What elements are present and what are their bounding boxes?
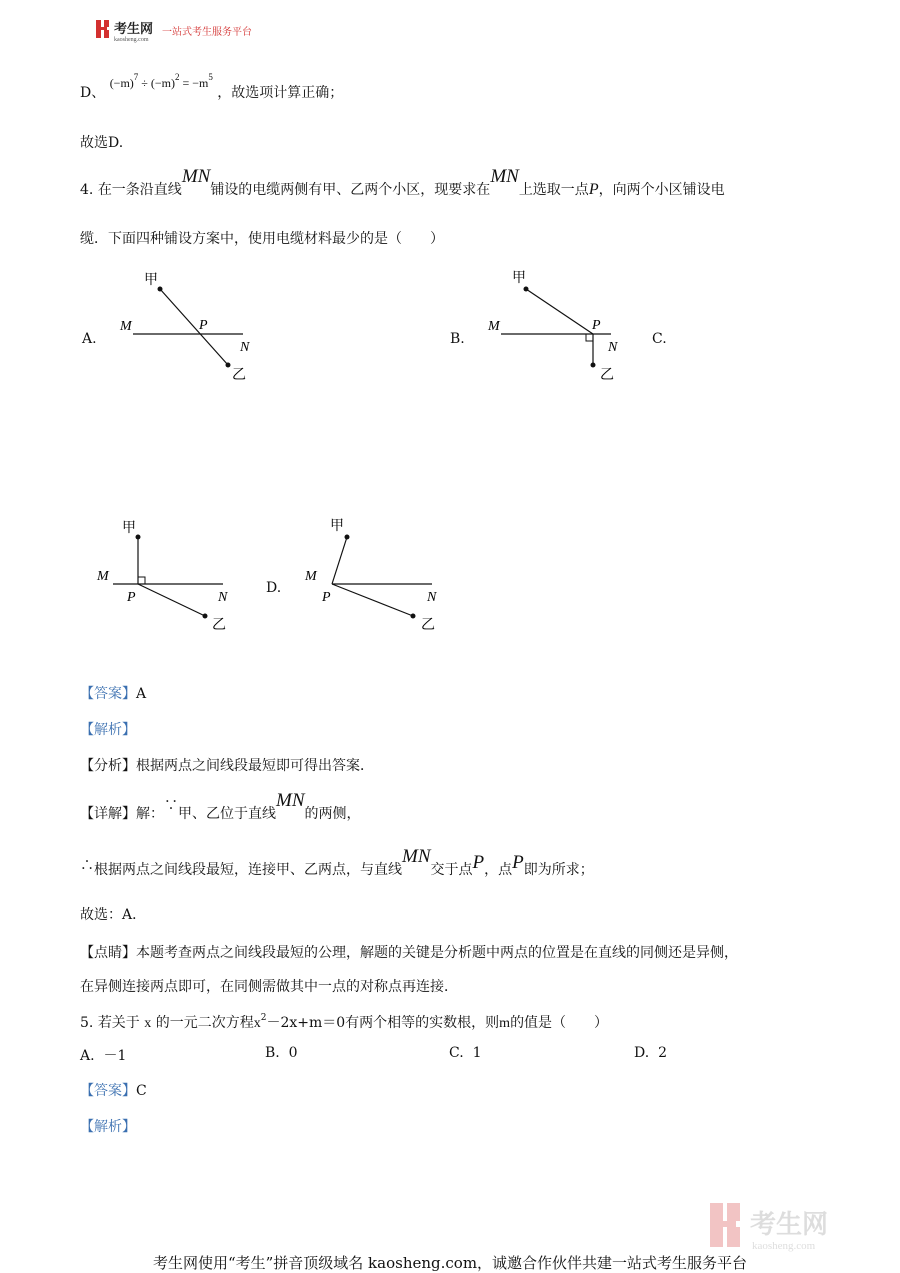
svg-text:乙: 乙 [421,618,435,633]
watermark-sub: kaosheng.com [752,1240,816,1252]
q4-option-b-label: B. [450,331,465,347]
q4-choice: 故选：A． [80,907,147,923]
q3-choice-value: D. [108,135,124,151]
q4-option-c-label: C. [652,331,667,347]
svg-text:甲: 甲 [512,271,526,286]
q3-choice: 故选D. [80,135,124,151]
q4-xiangjie: 【详解】解：∵甲、乙位于直线MN的两侧， [80,790,361,822]
q3-option-d [80,72,344,102]
svg-text:N: N [608,340,618,355]
q5-answer-value: C [136,1083,147,1099]
q4-dianjing-line2: 在异侧连接两点即可，在同侧需做其中一点的对称点再连接． [80,979,458,995]
q5-option-a: A. －1 [80,1048,127,1064]
q4-stem-line1: 4. 在一条沿直线MN铺设的电缆两侧有甲、乙两个小区，现要求在MN上选取一点P，向两个小区铺设电 [80,166,725,198]
watermark-logo-icon [710,1195,880,1255]
q3-expression: $(-m)^7 \div (-m)^2 = -m^5$ [109,72,213,90]
q4-option-d-label: D. [266,580,282,596]
q4-figure-c [90,512,250,642]
q5-number: 5. [80,1015,94,1031]
label-p: P [199,318,208,333]
q4-fenxi: 【分析】根据两点之间线段最短即可得出答案． [80,758,374,774]
q5-option-b: B. 0 [265,1045,298,1061]
label-jia: 甲 [144,273,158,288]
q3-comment: ，故选项计算正确； [217,85,344,101]
q4-number: 4. [80,182,94,198]
svg-text:N: N [218,590,228,605]
svg-text:P: P [322,590,331,605]
q4-dianjing-line1: 【点睛】本题考查两点之间线段最短的公理，解题的关键是分析题中两点的位置是在直线的同侧还是异侧， [80,945,738,961]
svg-text:甲: 甲 [330,519,344,534]
footer: 考生网使用“考生”拼音顶级域名 kaosheng.com，诚邀合作伙伴共建一站式考生服务平台 [152,1254,748,1272]
logo-name: 考生网 [114,21,154,36]
q4-analysis-tag: 【解析】 [80,722,136,738]
q4-figure-b [478,262,628,392]
q5-option-d: D. 2 [634,1045,668,1061]
q5-stem: 5. 若关于 x 的一元二次方程$x^2-2x+m=0$有两个相等的实数根，则m的值是（ ） [80,1013,609,1031]
svg-text:甲: 甲 [122,521,136,536]
svg-text:N: N [427,590,437,605]
q4-xiangjie-line2: ∴根据两点之间线段最短，连接甲、乙两点，与直线MN交于点P，点P即为所求； [80,846,594,878]
svg-text:M: M [488,319,500,334]
label-m: M [120,319,132,334]
logo-sub: kaosheng.com [114,37,149,43]
q5-analysis-tag: 【解析】 [80,1119,136,1135]
q4-figure-a [110,262,260,392]
watermark [710,1195,880,1255]
kaosheng-logo-icon [96,18,276,44]
header-logo [96,18,276,44]
svg-text:乙: 乙 [212,618,226,633]
svg-text:M: M [97,569,109,584]
q3-option-label: D、 [80,85,106,101]
svg-text:P: P [127,590,136,605]
q4-answer-value: A [136,686,147,702]
watermark-text: 考生网 [750,1210,829,1239]
svg-text:P: P [592,318,601,333]
q5-answer: 【答案】C [80,1083,147,1099]
svg-text:M: M [305,569,317,584]
q4-answer: 【答案】A [80,686,147,702]
q4-stem-line2: 缆．下面四种铺设方案中，使用电缆材料最少的是（ ） [80,231,444,247]
svg-text:乙: 乙 [600,368,614,383]
header-tagline: 一站式考生服务平台 [162,27,252,38]
q4-figure-d [295,512,455,642]
q5-option-c: C. 1 [449,1045,482,1061]
q4-option-a-label: A. [82,331,97,347]
label-yi: 乙 [232,368,246,383]
label-n: N [240,340,250,355]
